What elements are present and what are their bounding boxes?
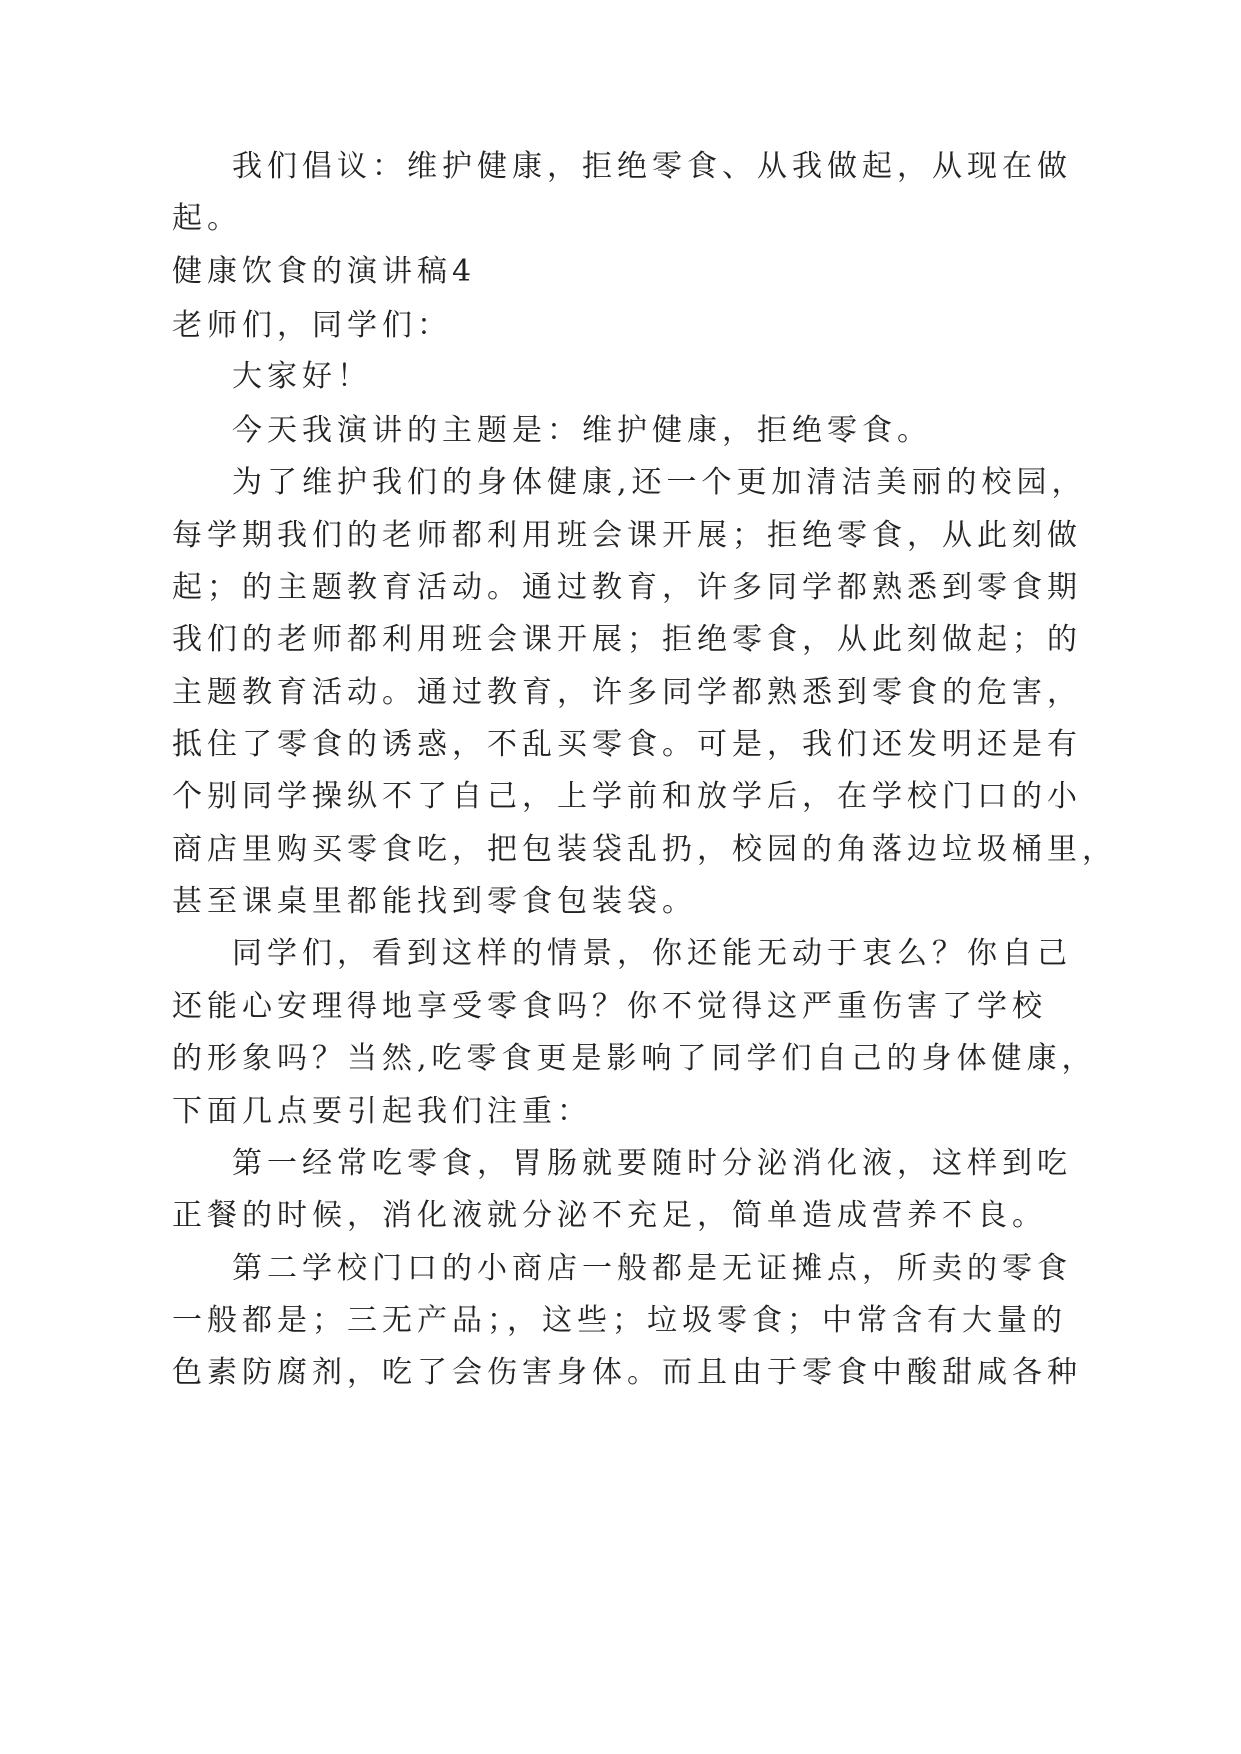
paragraph-line: 为了维护我们的身体健康,还一个更加清洁美丽的校园，	[232, 465, 1087, 500]
paragraph-line: 今天我演讲的主题是：维护健康，拒绝零食。	[232, 413, 932, 448]
paragraph-line: 每学期我们的老师都利用班会课开展；拒绝零食，从此刻做	[172, 518, 1082, 553]
paragraph-line: 还能心安理得地享受零食吗？你不觉得这严重伤害了学校	[172, 989, 1047, 1024]
paragraph-line: 起。	[172, 201, 242, 236]
paragraph-line: 第一经常吃零食，胃肠就要随时分泌消化液，这样到吃	[232, 1146, 1072, 1181]
paragraph-line: 第二学校门口的小商店一般都是无证摊点，所卖的零食	[232, 1251, 1072, 1286]
paragraph-line: 主题教育活动。通过教育，许多同学都熟悉到零食的危害，	[172, 675, 1082, 710]
paragraph-line: 商店里购买零食吃，把包装袋乱扔，校园的角落边垃圾桶里，	[172, 832, 1117, 867]
paragraph-line: 甚至课桌里都能找到零食包装袋。	[172, 884, 697, 919]
paragraph-line: 一般都是；三无产品；，这些；垃圾零食；中常含有大量的	[172, 1303, 1067, 1338]
paragraph-line: 起；的主题教育活动。通过教育，许多同学都熟悉到零食期	[172, 570, 1082, 605]
salutation: 老师们，同学们：	[172, 308, 452, 343]
section-heading: 健康饮食的演讲稿4	[172, 254, 477, 289]
paragraph-line: 同学们，看到这样的情景，你还能无动于衷么？你自己	[232, 936, 1072, 971]
paragraph-line: 我们的老师都利用班会课开展；拒绝零食，从此刻做起；的	[172, 622, 1082, 657]
greeting: 大家好！	[232, 359, 372, 394]
paragraph-line: 我们倡议：维护健康，拒绝零食、从我做起，从现在做	[232, 149, 1072, 184]
paragraph-line: 正餐的时候，消化液就分泌不充足，简单造成营养不良。	[172, 1198, 1047, 1233]
paragraph-line: 抵住了零食的诱惑，不乱买零食。可是，我们还发明还是有	[172, 727, 1082, 762]
paragraph-line: 个别同学操纵不了自己，上学前和放学后，在学校门口的小	[172, 779, 1082, 814]
paragraph-line: 下面几点要引起我们注重：	[172, 1094, 592, 1129]
paragraph-line: 色素防腐剂，吃了会伤害身体。而且由于零食中酸甜咸各种	[172, 1355, 1082, 1390]
paragraph-line: 的形象吗？当然,吃零食更是影响了同学们自己的身体健康，	[172, 1041, 1097, 1076]
